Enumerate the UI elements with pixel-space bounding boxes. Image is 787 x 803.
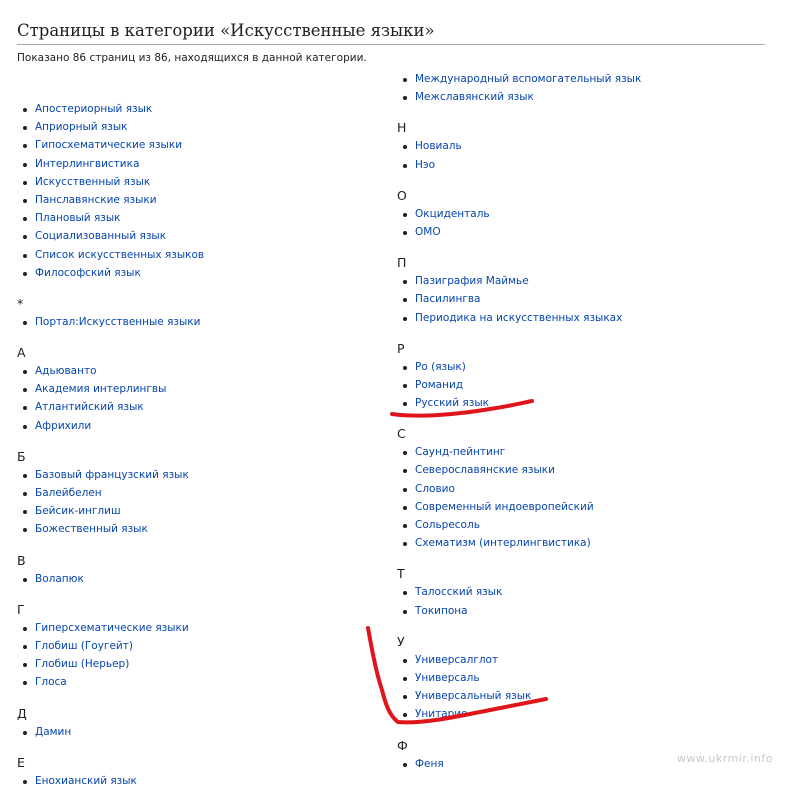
category-page-link[interactable]: Пазиграфия Маймье xyxy=(415,275,529,288)
category-list xyxy=(397,70,777,106)
list-item xyxy=(397,394,777,412)
list-item xyxy=(17,191,387,209)
category-page-link[interactable]: Гипосхематические языки xyxy=(35,139,183,152)
list-item xyxy=(17,380,387,398)
list-item xyxy=(397,223,777,241)
list-item xyxy=(397,516,777,534)
category-list xyxy=(17,466,387,539)
list-item xyxy=(17,173,387,191)
category-page-link[interactable]: Базовый французский язык xyxy=(35,468,189,481)
category-group xyxy=(397,187,777,241)
list-item xyxy=(17,637,387,655)
list-item xyxy=(397,583,777,601)
category-page-link[interactable]: Енохианский язык xyxy=(35,774,137,787)
category-column-right xyxy=(397,70,777,786)
category-list xyxy=(397,443,777,552)
category-list xyxy=(397,583,777,619)
category-page-link[interactable]: Ро (язык) xyxy=(415,360,466,373)
list-item xyxy=(397,290,777,308)
category-page-link[interactable]: Северославянские языки xyxy=(415,464,555,477)
list-item xyxy=(17,362,387,380)
list-item xyxy=(397,651,777,669)
category-list xyxy=(17,570,387,588)
group-letter: Н xyxy=(397,120,407,136)
list-item xyxy=(397,480,777,498)
list-item xyxy=(397,272,777,290)
list-item xyxy=(17,155,387,173)
group-letter: У xyxy=(397,633,405,649)
category-page-link[interactable]: Божественный язык xyxy=(35,523,148,536)
category-page-link[interactable]: Портал:Искусственные языки xyxy=(35,315,201,328)
category-page-link[interactable]: Апостериорный язык xyxy=(35,103,153,115)
category-page-link[interactable]: Плановый язык xyxy=(35,212,121,225)
list-item xyxy=(397,687,777,705)
category-group xyxy=(397,425,777,552)
list-item xyxy=(17,118,387,136)
category-group xyxy=(397,119,777,173)
category-list xyxy=(17,313,387,331)
category-page-link[interactable]: Африхили xyxy=(35,419,92,432)
category-group xyxy=(17,601,387,692)
category-list xyxy=(397,358,777,413)
category-page-link[interactable]: Глобиш (Гоугейт) xyxy=(35,639,133,652)
list-item xyxy=(17,619,387,637)
category-page-link[interactable]: Бейсик-инглиш xyxy=(35,505,121,518)
list-item xyxy=(17,398,387,416)
category-page-link[interactable]: ОМО xyxy=(415,225,441,238)
category-group xyxy=(17,705,387,741)
category-group xyxy=(17,100,387,282)
category-group xyxy=(17,448,387,539)
category-column-left xyxy=(17,100,387,803)
category-page-link[interactable]: Схематизм (интерлингвистика) xyxy=(415,537,591,550)
group-letter: О xyxy=(397,187,407,203)
page-title: Страницы в категории «Искусственные языки» xyxy=(17,21,765,45)
group-letter: С xyxy=(397,426,406,442)
category-group xyxy=(397,254,777,327)
category-list xyxy=(397,205,777,241)
category-page-link[interactable]: Атлантийский язык xyxy=(35,401,144,414)
group-letter: * xyxy=(17,295,24,311)
category-page-link[interactable]: Гиперсхематические языки xyxy=(35,621,189,634)
category-list xyxy=(17,619,387,692)
list-item xyxy=(17,502,387,520)
category-page-link[interactable]: Адьюванто xyxy=(35,365,97,378)
category-list xyxy=(397,272,777,327)
category-page-link[interactable]: Социализованный язык xyxy=(35,230,167,243)
watermark: www.ukrmir.info xyxy=(676,752,773,765)
list-item xyxy=(397,358,777,376)
list-item xyxy=(17,673,387,691)
category-page-link[interactable]: Международный вспомогательный язык xyxy=(415,73,642,85)
category-list xyxy=(17,362,387,435)
group-letter: Д xyxy=(17,705,27,721)
list-item xyxy=(17,100,387,118)
category-page-link[interactable]: Феня xyxy=(415,757,444,770)
category-page-link[interactable]: Пасилингва xyxy=(415,293,481,306)
category-page-link[interactable]: Словио xyxy=(415,482,455,495)
list-item xyxy=(397,669,777,687)
category-page-link[interactable]: Балейбелен xyxy=(35,487,102,499)
category-page-link[interactable]: Список искусственных языков xyxy=(35,248,205,261)
category-group xyxy=(17,754,387,790)
category-page-link[interactable]: Романид xyxy=(415,378,464,391)
group-letter: В xyxy=(17,552,26,568)
list-item xyxy=(397,156,777,174)
category-list xyxy=(17,772,387,790)
category-list xyxy=(17,100,387,282)
category-page-link[interactable]: Новиаль xyxy=(415,140,462,153)
list-item xyxy=(17,227,387,245)
category-page-link[interactable]: Дамин xyxy=(35,725,72,738)
category-page-link[interactable]: Интерлингвистика xyxy=(35,157,140,170)
category-summary: Показано 86 страниц из 86, находящихся в данной категории. xyxy=(17,52,367,64)
category-group xyxy=(17,552,387,588)
list-item xyxy=(17,209,387,227)
list-item xyxy=(397,137,777,155)
category-page-link[interactable]: Искусственный язык xyxy=(35,175,151,188)
category-page-link[interactable]: Универсальный язык xyxy=(415,690,532,703)
category-page-link[interactable]: Окциденталь xyxy=(415,207,490,220)
category-page-link[interactable]: Токипона xyxy=(415,604,468,617)
list-item xyxy=(397,376,777,394)
category-page-link[interactable]: Глобиш (Нерьер) xyxy=(35,658,130,671)
category-page-link[interactable]: Философский язык xyxy=(35,266,141,279)
group-letter: Т xyxy=(397,566,405,582)
category-list xyxy=(397,651,777,724)
list-item xyxy=(397,70,777,88)
category-page-link[interactable]: Унитарио xyxy=(415,708,468,721)
group-letter: Р xyxy=(397,340,405,356)
category-list xyxy=(17,723,387,741)
list-item xyxy=(17,246,387,264)
group-letter: А xyxy=(17,345,26,361)
category-page-link[interactable]: Талосский язык xyxy=(415,586,503,599)
category-page-link[interactable]: Современный индоевропейский xyxy=(415,500,594,513)
list-item xyxy=(397,443,777,461)
list-item xyxy=(17,772,387,790)
list-item xyxy=(397,88,777,106)
category-page-link[interactable]: Русский язык xyxy=(415,397,489,410)
list-item xyxy=(17,466,387,484)
list-item xyxy=(17,484,387,502)
group-letter: Е xyxy=(17,754,25,770)
group-letter: П xyxy=(397,255,407,271)
category-group xyxy=(397,70,777,106)
list-item xyxy=(17,136,387,154)
category-group xyxy=(17,295,387,331)
list-item xyxy=(17,723,387,741)
group-letter: Б xyxy=(17,448,26,464)
list-item xyxy=(17,417,387,435)
category-page-link[interactable]: Нэо xyxy=(415,158,436,171)
category-page-link[interactable]: Периодика на искусственных языках xyxy=(415,311,623,324)
category-page-link[interactable]: Академия интерлингвы xyxy=(35,383,167,396)
category-page-link[interactable]: Априорный язык xyxy=(35,121,128,134)
category-page-link[interactable]: Межславянский язык xyxy=(415,91,534,104)
list-item xyxy=(17,264,387,282)
list-item xyxy=(17,570,387,588)
category-list xyxy=(397,137,777,173)
list-item xyxy=(397,705,777,723)
category-group xyxy=(397,565,777,619)
list-item xyxy=(397,461,777,479)
list-item xyxy=(397,309,777,327)
list-item xyxy=(397,534,777,552)
group-letter: Г xyxy=(17,601,25,617)
list-item xyxy=(397,602,777,620)
category-page-link[interactable]: Панславянские языки xyxy=(35,193,157,206)
list-item xyxy=(17,313,387,331)
category-group xyxy=(17,344,387,435)
list-item xyxy=(397,205,777,223)
category-page-link[interactable]: Универсаль xyxy=(415,671,480,684)
list-item xyxy=(17,655,387,673)
list-item xyxy=(397,498,777,516)
category-page-link[interactable]: Сольресоль xyxy=(415,519,480,531)
list-item xyxy=(17,520,387,538)
category-group xyxy=(397,633,777,724)
category-page-link[interactable]: Универсалглот xyxy=(415,653,499,666)
category-page-link[interactable]: Волапюк xyxy=(35,572,84,585)
category-group xyxy=(397,340,777,413)
category-page-link[interactable]: Глоса xyxy=(35,676,67,689)
category-page-link[interactable]: Саунд-пейнтинг xyxy=(415,446,506,459)
group-letter: Ф xyxy=(397,737,408,753)
